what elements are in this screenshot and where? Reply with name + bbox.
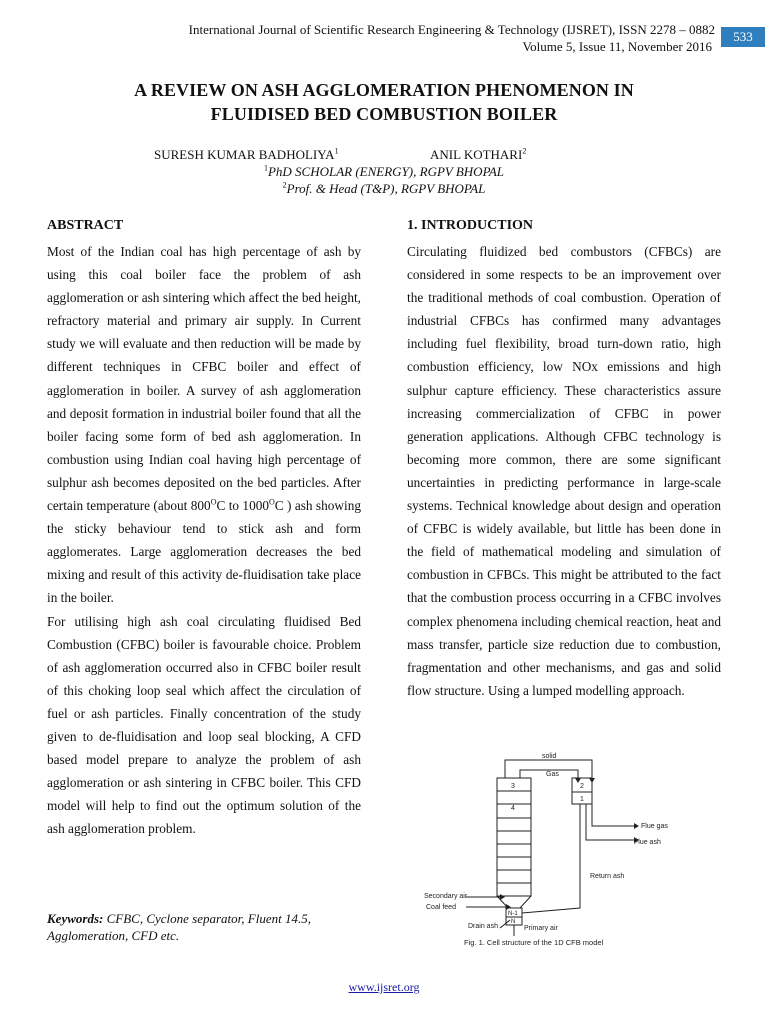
flue-gas-line — [592, 798, 634, 826]
riser-column — [497, 778, 531, 896]
author-2-name: ANIL KOTHARI — [430, 147, 523, 162]
author-1 — [154, 146, 339, 164]
author-1-sup: 1 — [334, 146, 339, 156]
author-2-sup: 2 — [522, 146, 527, 156]
label-gas: Gas — [546, 771, 559, 778]
label-flue-gas: Flue gas — [641, 823, 668, 830]
label-cell-3: 3 — [511, 783, 515, 790]
paper-title — [60, 78, 708, 126]
author-2 — [430, 146, 526, 164]
abstract-text-3: C ) ash showing the sticky behaviour tend to stick ash and form agglomerates. Large agglomeration decreases the bed mixing and result of this activity de-fluidisation take place in the boiler. — [47, 498, 361, 606]
affiliation-2-sup: 2 — [282, 180, 287, 190]
label-primary-air: Primary air — [524, 925, 558, 932]
label-cell-n: N — [511, 919, 516, 925]
flue-ash-line — [586, 804, 634, 840]
abstract-paragraph-2: For utilising high ash coal circulating fluidised Bed Combustion (CFBC) boiler is favourable choice. Problem of ash agglomeration occurred also in CFBC boiler result of this choking loop seal which affect the circulation of fuel or ash particles. Finally concentration of the study given to de-fluidisation and loop seal blocking, A CFD based model prepare to analyze the problem of ash agglomeration or ash sintering in CFBC boiler. This CFD model will help to find out the optimum solution of the ash agglomeration problem. — [47, 613, 361, 837]
cfb-model-figure — [420, 748, 710, 953]
keywords — [47, 910, 367, 944]
page-number-badge: 533 — [721, 27, 765, 47]
abstract-text-1: Most of the Indian coal has high percentage of ash by using this coal boiler face the problem of ash agglomeration or ash sintering which affect the bed height, refractory material and primary air supply. In Current study we will evaluate and then reduction will be made by different techniques in CFBC boiler and effect of agglomeration in boiler. A survey of ash agglomeration and deposit formation in industrial boiler found that all the boiler facing some form of bed ash agglomeration. In combustion using Indian coal having high percentage of sulphur ash becomes deposited on the bed particles. After certain temperature (about 800 — [47, 244, 361, 514]
drain-ash-line — [500, 920, 510, 928]
affiliation-2 — [100, 180, 668, 197]
label-flue-ash: Flue ash — [634, 839, 661, 846]
label-drain-ash: Drain ash — [468, 923, 498, 930]
abstract-paragraph-1 — [47, 240, 361, 610]
keywords-label: Keywords: — [47, 911, 104, 926]
label-secondary-air: Secondary air — [424, 893, 468, 900]
label-coal-feed: Coal feed — [426, 904, 456, 911]
introduction-paragraph-1: Circulating fluidized bed combustors (CFBCs) are considered in some respects to be an improvement over the traditional methods of coal combustion. Operation of industrial CFBCs has confirmed many advantages including fuel flexibility, broad turn-down ratio, high combustion efficiency, low NOx emissions and high sulphur capture efficiency. These characteristics assure increasing commercialization of CFBC in power generation applications. Although CFBC technology is becoming more common, there are some significant uncertainties in predicting performance in large-scale systems. Technical knowledge about design and operation of CFBC is widely available, but little has been done in the field of mathematical modeling and simulation of combustion in CFBCs. This might be attributed to the fact that the combustion process occurring in a CFBC involves complex phenomena including chemical reaction, heat and mass transfer, particle size reduction due to combustion, fragmentation and other mechanisms, and gas and solid flow structure. Using a lumped modelling approach. — [407, 244, 721, 698]
label-cell-4: 4 — [511, 805, 515, 812]
author-1-name: SURESH KUMAR BADHOLIYA — [154, 147, 335, 162]
label-cell-n-1: N-1 — [508, 911, 518, 917]
degree-sup-2: O — [269, 497, 275, 507]
label-cell-1: 1 — [580, 796, 584, 803]
journal-website-link[interactable]: www.ijsret.org — [348, 980, 420, 994]
volume-issue: Volume 5, Issue 11, November 2016 — [522, 39, 712, 54]
title-line-2: FLUIDISED BED COMBUSTION BOILER — [210, 104, 558, 124]
label-solid: solid — [542, 753, 557, 760]
degree-sup-1: O — [210, 497, 217, 507]
label-return-ash: Return ash — [590, 873, 625, 880]
abstract-heading: ABSTRACT — [47, 218, 124, 233]
label-cell-2: 2 — [580, 783, 584, 790]
abstract-body — [47, 240, 361, 840]
keywords-text: CFBC, Cyclone separator, Fluent 14.5, Agglomeration, CFD etc. — [47, 911, 311, 943]
abstract-text-2: C to 1000 — [216, 498, 270, 514]
affiliation-2-text: Prof. & Head (T&P), RGPV BHOPAL — [286, 181, 486, 196]
introduction-body — [407, 240, 721, 702]
introduction-heading: 1. INTRODUCTION — [407, 218, 534, 233]
figure-caption: Fig. 1. Cell structure of the 1D CFB model — [464, 938, 604, 947]
affiliation-1-text: PhD SCHOLAR (ENERGY), RGPV BHOPAL — [267, 164, 505, 179]
title-line-1: A REVIEW ON ASH AGGLOMERATION PHENOMENON IN — [134, 80, 634, 100]
affiliation-1-sup: 1 — [263, 163, 268, 173]
journal-header: International Journal of Scientific Research Engineering & Technology (IJSRET), ISSN 2278 – 0882 — [188, 22, 715, 37]
affiliation-1 — [100, 163, 668, 180]
